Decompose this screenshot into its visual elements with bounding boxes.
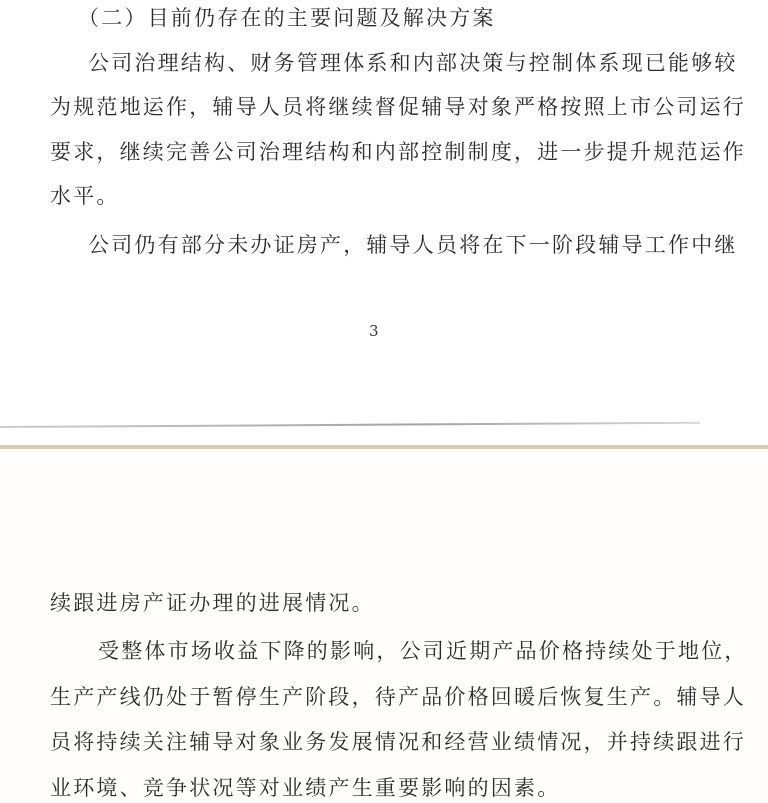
page-bottom [0, 449, 768, 803]
page-edge-divider [0, 422, 700, 428]
paragraph-line: 业环境、竞争状况等对业绩产生重要影响的因素。 [50, 776, 561, 800]
paragraph-line: 受整体市场收益下降的影响，公司近期产品价格持续处于地位， [98, 639, 748, 663]
paragraph-line: 生产产线仍处于暂停生产阶段，待产品价格回暖后恢复生产。辅导人 [50, 685, 746, 709]
paragraph-line: 公司治理结构、财务管理体系和内部决策与控制体系现已能够较 [88, 51, 738, 75]
paragraph-line: 员将持续关注辅导对象业务发展情况和经营业绩情况，并持续跟进行 [50, 730, 746, 754]
paragraph-line: 要求，继续完善公司治理结构和内部控制制度，进一步提升规范运作 [50, 140, 746, 164]
paragraph-line: 公司仍有部分未办证房产，辅导人员将在下一阶段辅导工作中继 [88, 233, 738, 257]
page-number: 3 [369, 322, 379, 340]
section-heading: （二）目前仍存在的主要问题及解决方案 [78, 6, 496, 30]
paragraph-line: 为规范地运作，辅导人员将继续督促辅导对象严格按照上市公司运行 [50, 95, 746, 119]
paragraph-line: 续跟进房产证办理的进展情况。 [50, 591, 375, 615]
paragraph-line: 水平。 [50, 184, 120, 208]
